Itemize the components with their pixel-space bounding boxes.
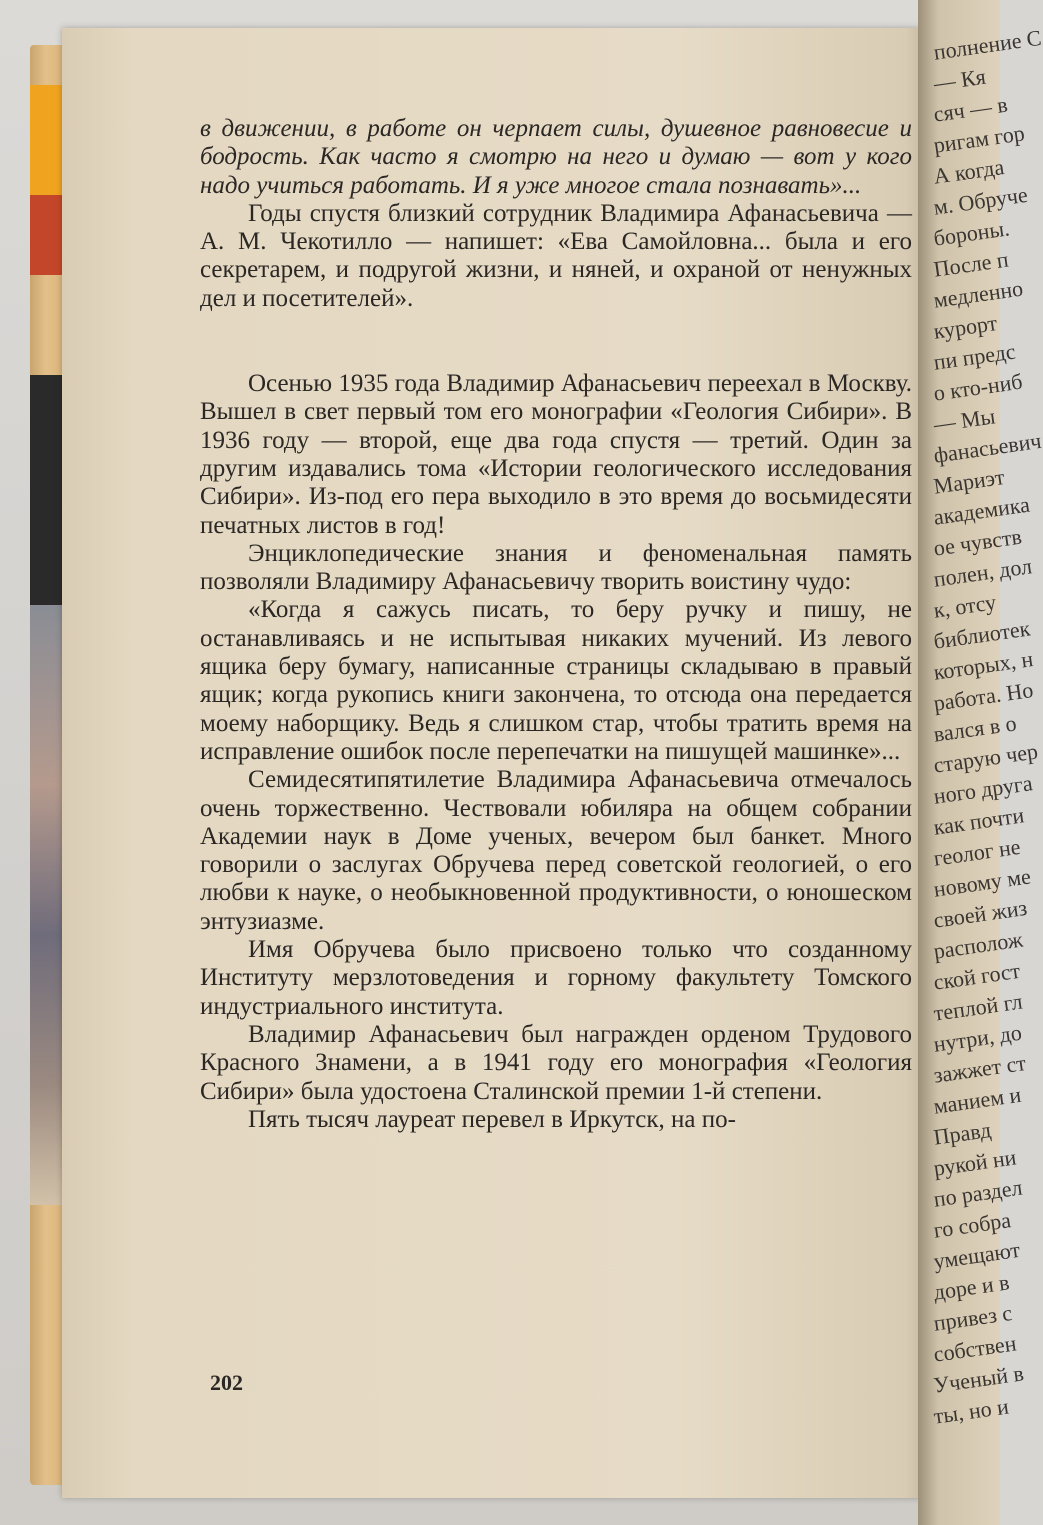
next-page-fragment: полнение С: [932, 24, 1043, 65]
next-page-fragment: умещают: [932, 1236, 1022, 1274]
next-page-fragment: Мариэт: [932, 464, 1006, 499]
next-page-fragment: курорт: [932, 310, 999, 344]
next-page-fragment: собствен: [932, 1330, 1018, 1367]
next-page-fragment: медленно: [932, 275, 1025, 313]
next-page-fragment: о кто-ниб: [932, 368, 1024, 406]
next-page-fragment: А когда: [932, 154, 1006, 189]
next-page-fragment: м. Обруче: [932, 181, 1030, 220]
page-text: [200, 115, 912, 1134]
next-page-fragment: которых, н: [932, 646, 1035, 685]
next-page-fragment: фанасьевич: [932, 427, 1043, 468]
paragraph: Осенью 1935 года Владимир Афанасьевич переехал в Москву. Вышел в свет первый том его монографии «Геология Сибири». В 1936 году — второй, еще два года спустя — третий. Один за другим издавались тома «Истории геологического исследования Сибири». Из-под его пера выходило в это время до восьмидесяти печатных листов в год!: [200, 370, 912, 539]
next-page-fragment: ской гост: [932, 957, 1022, 995]
next-page-edge: [918, 0, 1043, 1525]
next-page-fragment: ое чувств: [932, 523, 1024, 561]
paragraph: Владимир Афанасьевич был награжден орденом Трудового Красного Знамени, а в 1941 году его монография «Геология Сибири» была удостоена Сталинской премии 1-й степени.: [200, 1020, 912, 1105]
next-page-fragment: теплой гл: [932, 988, 1024, 1026]
next-page-fragment: нутри, до: [932, 1019, 1024, 1057]
next-page-fragment: бороны.: [932, 215, 1011, 251]
paragraph-quote: «Когда я сажусь писать, то беру ручку и пишу, не останавливаясь и не испытывая никаких мучений. Из левого ящика беру бумагу, написанные страницы складываю в правый ящик; когда рукопись книги закончена, то отсюда она передается моему наборщику. Ведь я слишком стар, чтобы тратить время на исправление ошибок после перепечатки на пишущей машинке»...: [200, 596, 912, 765]
next-page-fragment: — Мы: [932, 403, 997, 437]
next-page-fragment: вался в о: [932, 710, 1018, 747]
next-page-fragment: к, отсу: [932, 589, 998, 623]
paragraph: Семидесятипятилетие Владимира Афанасьевича отмечалось очень торжественно. Чествовали юбиляра на общем собрании Академии наук в Доме ученых, вечером был банкет. Много говорили о заслугах Обручева перед советской геологией, о его любви к науке, о необыкновенной продуктивности, о юношеском энтузиазме.: [200, 766, 912, 935]
next-page-fragment: располож: [932, 926, 1025, 964]
paragraph-quote-end: в движении, в работе он черпает силы, душевное равновесие и бодрость. Как часто я смотрю на него и думаю — вот у кого надо учиться работать. И я уже многое стала познавать»...: [200, 115, 912, 199]
paragraph: Имя Обручева было присвоено только что созданному Институту мерзлотоведения и горному факультету Томского индустриального института.: [200, 936, 912, 1020]
next-page-fragment: новому ме: [932, 863, 1033, 902]
next-page-fragment: зажжет ст: [932, 1050, 1028, 1088]
paragraph: Энциклопедические знания и феноменальная память позволяли Владимиру Афанасьевичу творить воистину чудо:: [200, 539, 912, 596]
next-page-fragment: ригам гор: [932, 120, 1027, 158]
next-page-fragment: рукой ни: [932, 1144, 1018, 1181]
next-page-fragment: академика: [932, 491, 1032, 530]
next-page-fragment: библиотек: [932, 615, 1032, 654]
next-page-fragment: по раздел: [932, 1174, 1024, 1212]
page-number: 202: [210, 1370, 243, 1395]
next-page-fragment: привез с: [932, 1300, 1014, 1336]
section-gap: [200, 313, 912, 370]
next-page-fragment: После п: [932, 246, 1010, 282]
paragraph: Пять тысяч лауреат перевел в Иркутск, на по-: [248, 1105, 736, 1133]
next-page-fragment: старую чер: [932, 738, 1040, 778]
next-page-fragment: доре и в: [932, 1269, 1011, 1305]
next-page-fragment: полен, дол: [932, 553, 1034, 592]
paragraph: Годы спустя близкий сотрудник Владимира Афанасьевича — А. М. Чекотилло — напишет: «Ева Самойловна... была и его секретарем, и подругой жизни, и няней, и охраной от ненужных дел и посетителей».: [200, 199, 912, 312]
next-page-fragment: сяч — в: [932, 91, 1010, 127]
next-page-fragment: работа. Но: [932, 677, 1035, 716]
next-page-fragment: геолог не: [932, 833, 1022, 871]
next-page-fragment: Правд: [932, 1116, 993, 1150]
next-page-fragment: манием и: [932, 1081, 1023, 1119]
next-page-fragment: го собра: [932, 1207, 1013, 1243]
next-page-fragment: пи предс: [932, 338, 1017, 375]
next-page-fragment: Ученый в: [932, 1360, 1026, 1398]
next-page-fragment: ты, но и: [932, 1393, 1011, 1429]
next-page-fragment: — Кя: [932, 63, 988, 96]
next-page-fragment: ного друга: [932, 770, 1034, 809]
next-page-fragment: своей жиз: [932, 894, 1029, 933]
next-page-fragment: как почти: [932, 802, 1026, 840]
